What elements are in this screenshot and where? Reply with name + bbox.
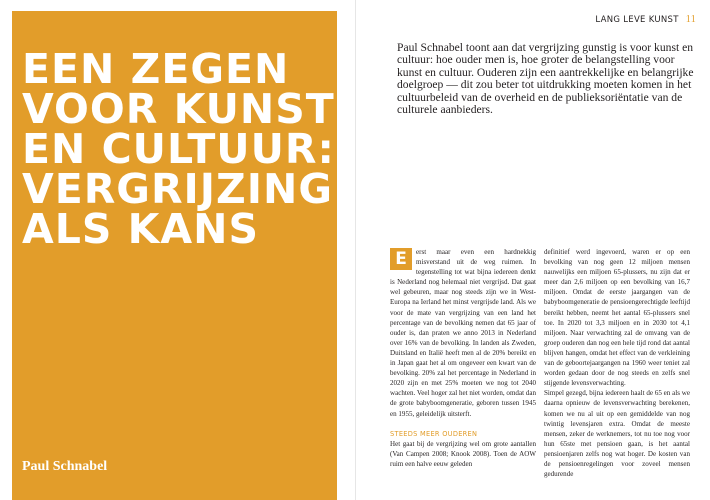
- body-column-1: [390, 247, 536, 469]
- headline: [22, 45, 335, 253]
- headline-line: ALS KANS: [22, 205, 260, 253]
- headline-line: VOOR KUNST: [22, 85, 335, 133]
- page-spine: [355, 0, 356, 500]
- intro-paragraph: Paul Schnabel toont aan dat vergrijzing gunstig is voor kunst en cultuur: hoe ouder men is, hoe groter de belangstelling voor kunst en cultuur. Ouderen zijn een aantrekkelijke en belangrijke doelgroep — dit zou beter tot uitdrukking moeten komen in het cultuurbeleid van de overheid en de publieksoriëntatie van de culturele aanbieders.: [397, 41, 694, 117]
- body-paragraph: definitief werd ingevoerd, waren er op een bevolking van nog geen 12 miljoen mensen nauwelijks een miljoen 65-plussers, nu zijn dat er meer dan 2,6 miljoen op een bevolking van 16,7 miljoen. Omdat de eerste jaargangen van de babyboomgeneratie de pensioengerechtigde leeftijd bereikt hebben, neemt het aantal 65-plussers snel toe. In 2020 tot 3,3 miljoen en in 2030 tot 4,1 miljoen. Naar verwachting zal de omvang van de groep ouderen dan nog een hele tijd rond dat aantal blijven hangen, omdat het effect van de verkleining van de geboortejaargangen na 1960 weer teniet zal worden gedaan door de nog steeds en zelfs snel stijgende levensverwachting.: [544, 248, 690, 388]
- body-paragraph: erst maar even een hardnekkig misverstand uit de weg ruimen. In tegenstelling tot wat bijna iedereen denkt is Nederland nog helemaal niet vergrijsd. Dat gaat wel gebeuren, maar nog steeds zijn we in West-Europa na Ierland het minst vergrijsde land. Als we voor de mate van vergrijzing van een land het percentage van de bevolking nemen dat 65 jaar of ouder is, dan praten we anno 2013 in Nederland over 16% van de bevolking. In landen als Zweden, Duitsland en Italië heeft men al de 20% bereikt en in Japan gaat het al om ongeveer een kwart van de bevolking. 20% zal het percentage in Nederland in 2020 zijn en met 25% moeten we nog tot 2040 wachten. Veel hoger zal het niet worden, omdat dan de grote babyboomgeneratie, geboren tussen 1945 en 1955, geleidelijk uitsterft.: [390, 248, 536, 418]
- page-number: 11: [685, 14, 696, 25]
- running-head-title: LANG LEVE KUNST: [595, 15, 679, 25]
- headline-line: VERGRIJZING: [22, 165, 333, 213]
- body-paragraph: Simpel gezegd, bijna iedereen haalt de 65 en als we daarna opnieuw de levensverwachting berekenen, komen we nu al uit op een gemiddelde van nog twintig levensjaren extra. Omdat de meeste mensen, zeker de werknemers, tot nu toe nog voor hun 65ste met pensioen gaan, is het aantal pensioenjaren zelfs nog wat hoger. De kosten van de pensioenregelingen voor zoveel mensen gedurende: [544, 389, 690, 479]
- headline-line: EEN ZEGEN: [22, 45, 290, 93]
- running-head: [595, 14, 696, 25]
- author-name: Paul Schnabel: [22, 459, 108, 474]
- drop-cap: E: [390, 248, 412, 270]
- body-paragraph: Het gaat bij de vergrijzing wel om grote aantallen (Van Campen 2008; Knook 2008). Toen de AOW ruim een halve eeuw geleden: [390, 439, 536, 468]
- body-column-2: [544, 247, 690, 479]
- section-subhead: STEEDS MEER OUDEREN: [390, 429, 478, 438]
- headline-line: EN CULTUUR:: [22, 125, 335, 173]
